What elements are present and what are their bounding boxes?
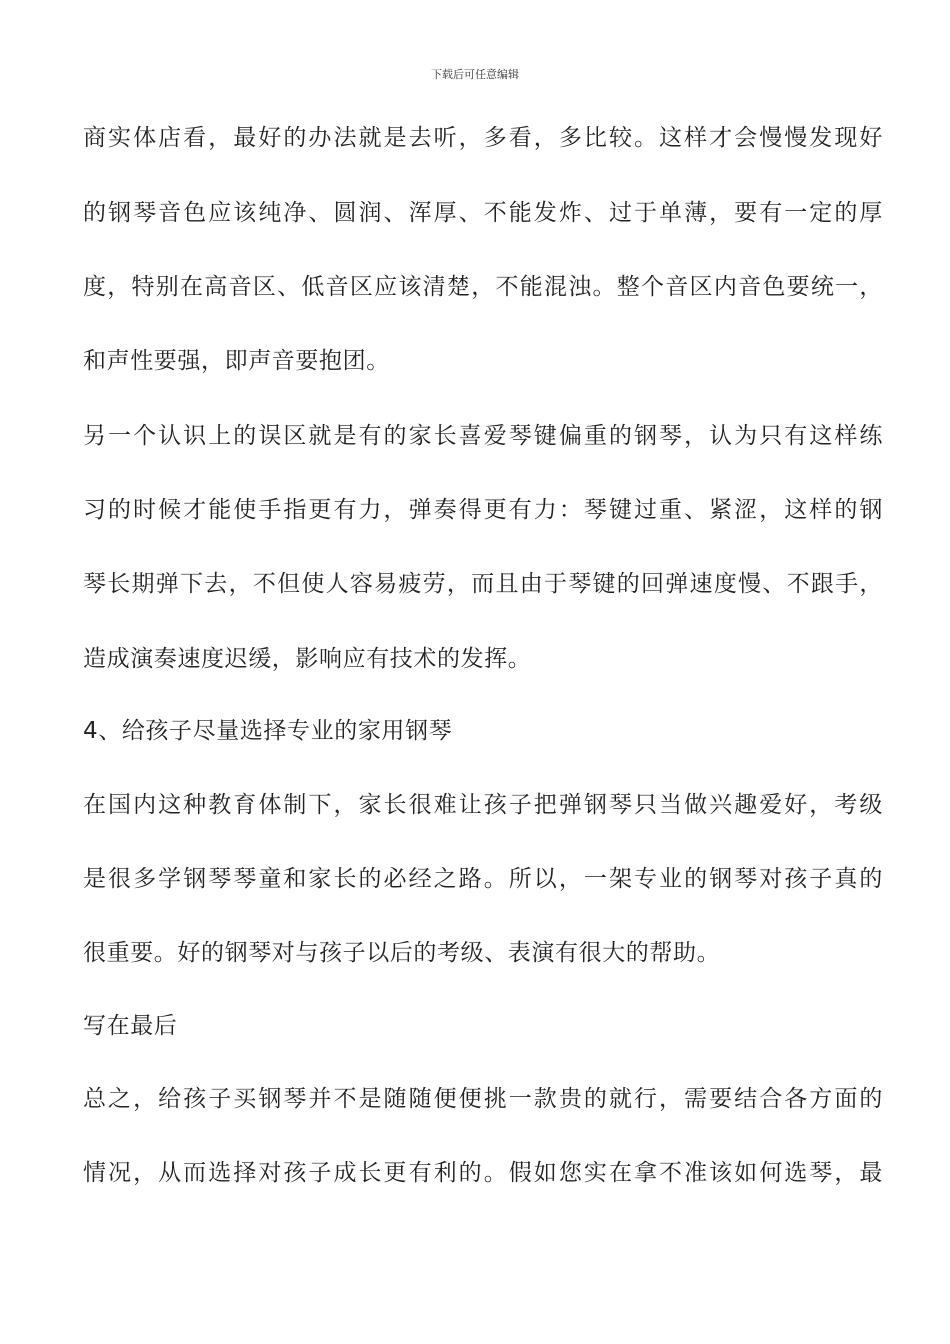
paragraph-line: 习的时候才能使手指更有力，弹奏得更有力：琴键过重、紧涩，这样的钢 [83, 497, 883, 523]
paragraph-line: 造成演奏速度迟缓，影响应有技术的发挥。 [83, 646, 532, 672]
paragraph-line: 很重要。好的钢琴对与孩子以后的考级、表演有很大的帮助。 [83, 940, 721, 966]
paragraph-line: 度，特别在高音区、低音区应该清楚，不能混浊。整个音区内音色要统一， [83, 274, 883, 300]
paragraph-line: 情况，从而选择对孩子成长更有利的。假如您实在拿不准该如何选琴，最 [83, 1160, 883, 1186]
paragraph-line: 总之，给孩子买钢琴并不是随随便便挑一款贵的就行，需要结合各方面的 [83, 1086, 883, 1112]
paragraph-line: 在国内这种教育体制下，家长很难让孩子把弹钢琴只当做兴趣爱好，考级 [83, 792, 883, 818]
paragraph-line: 琴长期弹下去，不但使人容易疲劳，而且由于琴键的回弹速度慢、不跟手， [83, 571, 883, 597]
paragraph-line: 另一个认识上的误区就是有的家长喜爱琴键偏重的钢琴，认为只有这样练 [83, 423, 883, 449]
page-header-note: 下载后可任意编辑 [431, 68, 519, 81]
paragraph-line: 和声性要强，即声音要抱团。 [83, 348, 390, 374]
paragraph-line: 的钢琴音色应该纯净、圆润、浑厚、不能发炸、过于单薄，要有一定的厚 [83, 200, 883, 226]
section-heading: 4、给孩子尽量选择专业的家用钢琴 [83, 718, 453, 744]
paragraph-line: 是很多学钢琴琴童和家长的必经之路。所以，一架专业的钢琴对孩子真的 [83, 866, 883, 892]
paragraph-line: 商实体店看，最好的办法就是去听，多看，多比较。这样才会慢慢发现好 [83, 125, 883, 151]
section-heading: 写在最后 [83, 1013, 178, 1039]
